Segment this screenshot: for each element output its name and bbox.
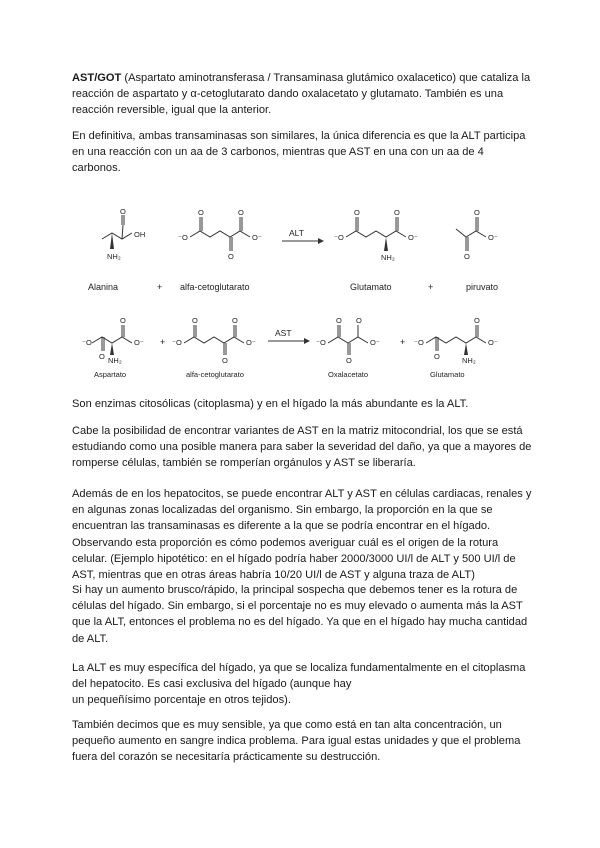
atom-nh2: NH₂ [462,356,476,365]
paragraph-sudden-increase: Si hay un aumento brusco/rápido, la principal sospecha que debemos tener es la rotura de células del hígado. Sin embargo, si el porcentaje no es muy elevado o aumenta más la AST que la ALT, entonces el problema no es del hígado. Ya que en el hígado hay mucha cantidad de ALT. [72,584,528,645]
atom-nh2: NH₂ [107,252,121,261]
atom-mo: ⁻O [334,233,344,242]
atom-o: O [222,356,228,365]
label-aspartato: Aspartato [94,370,127,379]
paragraph-mitochondrial: Cabe la posibilidad de encontrar variantes de AST en la matriz mitocondrial, los que se está estudiando como una posible manera para saber la severidad del daño, ya que a mayores de romperse células, también se romperían orgánulos y AST se liberaría. [72,425,532,470]
reaction-ast-scheme [72,313,532,383]
ast-got-term: AST/GOT [72,72,122,84]
atom-om: O⁻ [252,233,262,242]
atom-mo: ⁻O [82,338,92,347]
atom-o: O [192,316,198,325]
atom-om: O⁻ [408,233,418,242]
label-alfa-cetoglutarato: alfa-cetoglutarato [180,282,250,292]
atom-mo: ⁻O [172,338,182,347]
label-oxalacetato: Oxalacetato [328,370,369,379]
plus-sign: + [157,282,163,292]
atom-nh2: NH₂ [381,253,395,262]
oxalacetato-structure [316,316,380,365]
label-alfa-cetoglutarato: alfa-cetoglutarato [186,370,244,379]
enzyme-ast-label: AST [275,328,292,338]
label-glutamato: Glutamato [430,370,465,379]
atom-o: O [120,207,126,216]
reaction-alt-scheme [72,205,532,300]
atom-o: O [346,356,352,365]
atom-o: O [228,252,234,261]
paragraph-sensitivity: También decimos que es muy sensible, ya que como está en tan alta concentración, un pequeño aumento en sangre indica problema. Para igual estas unidades y que el problema fuera del corazón se necesitaría prácticamente su destrucción. [72,719,521,764]
atom-om: O⁻ [246,338,256,347]
plus-sign: + [428,282,434,292]
atom-oh: OH [134,230,146,239]
plus-sign: + [160,337,166,347]
alfa-cetoglutarato-structure-1 [178,208,262,261]
atom-om: O⁻ [488,338,498,347]
reaction-ast-svg [72,313,532,383]
label-piruvato: piruvato [466,282,499,292]
paragraph-alt-specific [72,660,532,709]
atom-o: O [198,208,204,217]
atom-o: O [336,316,342,325]
arrow-alt [282,228,324,244]
paragraph-comparison: En definitiva, ambas transaminasas son similares, la única diferencia es que la ALT participa en una reacción con un aa de 3 carbonos, mientras que AST en una con un aa de 4 carbonos. [72,130,526,175]
atom-o: O [120,316,126,325]
glutamato-structure-1 [334,208,418,262]
paragraph-other-tissues: Además de en los hepatocitos, se puede encontrar ALT y AST en células cardiacas, renales y en algunas zonas localizadas del organismo. Sin embargo, la proporción en la que se encuentran las transaminasas es diferente a la que se podría encontrar en el hígado. Observando esta proporción es cómo podemos averiguar cuál es el origen de la rotura celular. (Ejemplo hipotético: en el hígado podría haber 2000/3000 UI/l de ALT y 500 UI/l de AST, mientras que en otras áreas habría 10/20 UI/l de AST y alguna traza de ALT) [72,488,532,582]
atom-o: O [356,316,362,325]
atom-om: O⁻ [370,338,380,347]
piruvato-structure [456,208,498,261]
aspartato-structure [82,316,144,365]
atom-mo: ⁻O [316,338,326,347]
ast-got-description: (Aspartato aminotransferasa / Transaminasa glutámico oxalacetico) que cataliza la reacción de aspartato y α-cetoglutarato dando oxalacetato y glutamato. También es una reacción reversible, igual que la anterior. [72,72,531,117]
alt-specific-line1: La ALT es muy específica del hígado, ya que se localiza fundamentalmente en el citoplasma del hepatocito. Es casi exclusiva del hígado (aunque hay [72,662,526,691]
enzyme-alt-label: ALT [289,228,304,238]
atom-o: O [464,252,470,261]
paragraph-cytosolic: Son enzimas citosólicas (citoplasma) y en el hígado la más abundante es la ALT. [72,398,469,410]
arrow-ast [268,328,310,344]
alfa-cetoglutarato-structure-2 [172,316,256,365]
atom-om: O⁻ [488,233,498,242]
plus-sign: + [400,337,406,347]
alt-specific-line2: un pequeñísimo porcentaje en otros tejidos). [72,694,291,707]
atom-o: O [99,352,105,361]
atom-mo: ⁻O [178,233,188,242]
atom-nh2: NH₂ [108,356,122,365]
reaction-alt-svg [72,205,532,300]
atom-o: O [434,352,440,361]
atom-o: O [474,316,480,325]
alanina-structure [102,207,145,261]
atom-om: O⁻ [134,338,144,347]
atom-o: O [238,208,244,217]
atom-o: O [394,208,400,217]
paragraph-ast-got [72,70,532,119]
atom-mo: ⁻O [414,338,424,347]
atom-o: O [474,208,480,217]
atom-o: O [232,316,238,325]
label-alanina: Alanina [88,282,119,292]
atom-o: O [354,208,360,217]
label-glutamato: Glutamato [350,282,392,292]
glutamato-structure-2 [414,316,498,365]
